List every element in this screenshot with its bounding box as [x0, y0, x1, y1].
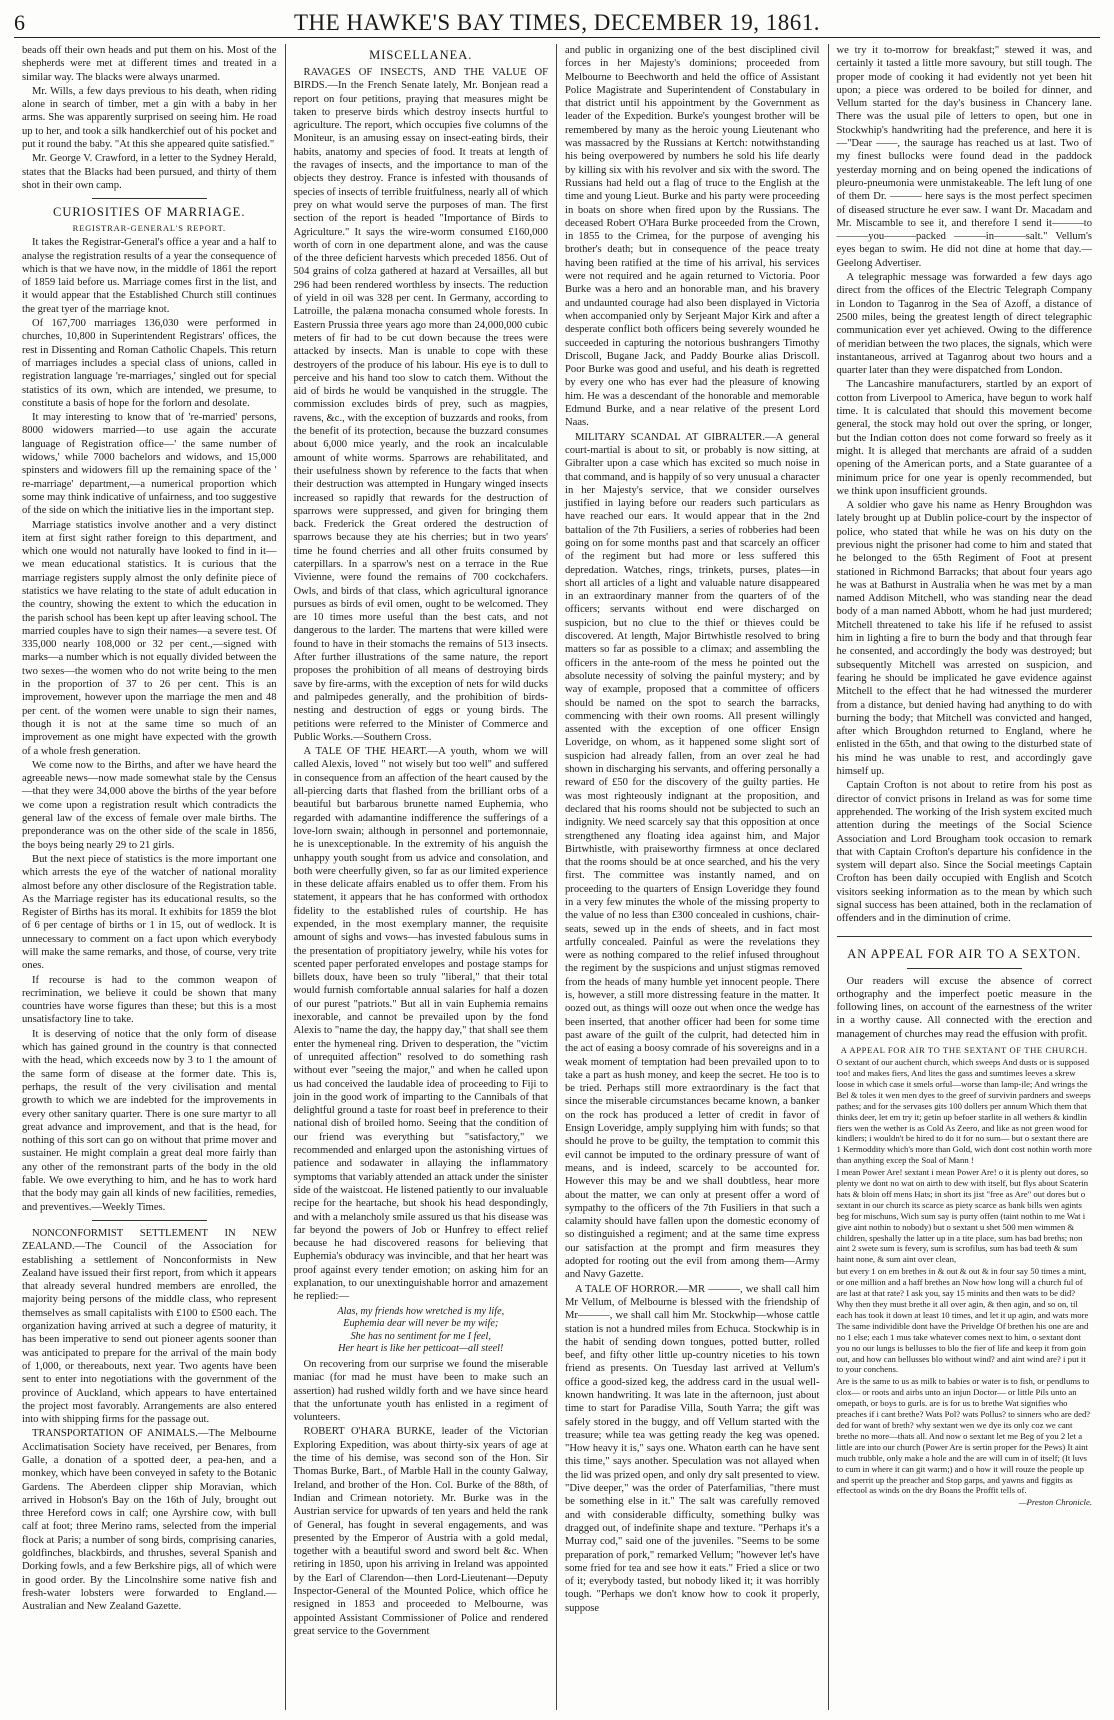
poem	[837, 1057, 1093, 1508]
soldier-article: A soldier who gave his name as Henry Broughdon was lately brought up at Dublin police-court by the inspector of police, who stated that while he was on his duty on the previous night the prisoner had come to him and stated that he belonged to the 65th Regiment of Foot at present stationed in Richmond Barracks; that about four years ago he was at Bathurst in Australia when he was met by a man named Addison Mitchell, who was standing near the dead body of a man named Abbott, whom he had just murdered; Mitchell threatened to take his life if he refused to assist him in lighting a fire to burn the body and that through fear he consented, and accordingly the body was destroyed; but subsequently Mitchell was arrested on suspicion, and fearing he should be implicated he gave evidence against Mitchell to the effect that he had witnessed the murderer from a distance, but denied having had anything to do with burning the body; that Mitchell was convicted and hanged, after which Broughdon returned to England, where he enlisted in the 65th, and that owing to the disturbed state of his mind he was unable to rest, and accordingly gave himself up.	[836, 500, 1092, 778]
article-paragraph: On recovering from our surprise we found the miserable maniac (for mad he must have been to make such an assertion) had rushed wildly forth and we have since heard that the unfortunate youth has enlisted in a regiment of volunteers.	[293, 1358, 548, 1424]
divider	[92, 1220, 207, 1221]
crofton-article: Captain Crofton is not about to retire from his post as director of convict prisons in Ireland as was for some time apprehended. The working of the Irish system excited much attention during the meetings of the Social Science Association and Lord Brougham took occasion to remark that with Captain Crofton's departure his confidence in the system will depart also. Since the Social meetings Captain Crofton has been daily occupied with English and Scotch visitors seeking information as to the mean by which such signal success has been attained, both in the reclamation of offenders and in the diminution of crime.	[836, 780, 1092, 925]
appeal-intro: Our readers will excuse the absence of correct orthography and the imperfect poetic measure in the following lines, on account of the earnestness of the writer in a worthy cause. All connected with the erection and management of churches may read the effusion with profit.	[836, 975, 1092, 1040]
poem-stanza: O sextant of our auchent church, which sweeps And dusts or is supposed too! and makes fiers, And lites the gass and sumtimes leeves a skrew loose in which case it smels orful—worse than lamp-ile; And wrings the Bel & toles it wen men dyes to the greef of survivin pardners and sweeps pathes; and for the servases gits 100 dollers per annum Which them that thinks deer, let em try it; getin up befoer starlite in all wethers & kindlin fiers wen the wether is as Cold As Zeero, and like as not green wood for kindlers; i wouldn't be hired to do it for no sum— but o sextant there are 1 Kermoddity which's more than Gold, wich dont cost nothin worth more than anything excep the Soal of Mann !	[836, 1057, 1092, 1166]
poem-stanza: Are is the same to us as milk to babies or water is to fish, or pendlums to clox— or roots and airbs unto an injun Doctor— or little Pils unto an omepath, or boys to gurls. are is for us to brethe Wat signifies who preaches if i cant brethe? Wats Pol? wats Pollus? to sinners who are ded? ded for want of breth? why sextant wen we dye its only coz we cant brethe no more—thats all. And now o sextant let me Beg of you 2 let a little are into our church (Power Are is sertin proper for the Pews) It aint much trubble, only make a hole and the are will cum in of itself; (It luvs to cum in where it can git warm;) and o how it will rouze the people up and sperrit up the preacher and Stop garps, and yawns and figgits as effectool as winds on the dry Boans the Proffit tells of.	[836, 1376, 1091, 1496]
horror-article: A TALE OF HORROR.—MR ———, we shall call him Mr Vellum, of Melbourne is blessed with the friendship of Mr———, we shall call him Mr. Stockwhip—whose cattle station is not a hundred miles from Echuca. Stockwhip is in the habit of sending down tongues, potted butter, rolled beef, and fifty other little up-country niceties to his town friend as presents. On Tuesday last arrived at Vellum's office a good-sized keg, the address card in the usual well-known handwriting. It was late in the afternoon, just about time to start for Paradise Villa, South Yarra; the gift was safely stored in the buggy, and off Vellum started with the treasure; while tea was getting ready the keg was opened. "How heavy it is," says one. Whaton earth can he have sent this time," says another. Speculation was not allayed when the lid was prized open, and only dry salt presented to view. "Dive deeper," was the order of Paterfamilias, "there must be something else in it." The salt was carefully removed and with considerable difficulty, something bulky was dragged out, of indefinite shape and texture. "Perhaps it's a Murray cod," said one of the juveniles. "Seems to be some preparation of pork," remarked Vellum; "however let's have some fried for tea and see how it eats." Fried a slice or two of it; everybody tasted, but nobody liked it; it was horribly tough. "Perhaps we don't know how to cook it properly, suppose	[565, 1283, 820, 1614]
ravages-article: RAVAGES OF INSECTS, AND THE VALUE OF BIRDS.—In the French Senate lately, Mr. Bonjean read a report on four petitions, praying that measures might be taken to preserve birds which destroy insects hurtful to agriculture. The report, which occupies five columns of the Moniteur, is an amusing essay on insect-eating birds, their habits, anatomy and species of food. It treats at length of the ravages of insects, and the importance to man of the objects they destroy. France is infested with thousands of species of insects of terrible fruitfulness, nearly all of which prey on what would serve the purposes of man. The first section of the report is headed "Importance of Birds to Agriculture." It says the wire-worm consumed £160,000 worth of corn in one department alone, and was the cause of the three deficient harvests which preceded 1856. Out of 504 grains of colza gathered at hazard at Versailles, all but 296 had been rendered worthless by insects. The reduction of yield in oil was 328 per cent. In Germany, according to Latroille, the palæna monacha consumed whole forests. In Eastern Prussia three years ago more than 24,000,000 cubic meters of fir had to be cut down because the trees were attacked by insects. Man is unable to cope with these destroyers of the produce of his labour. His eye is to dull to perceive and his hand too slow to catch them. Without the aid of birds he would be vanquished in the struggle. The commission excludes birds of prey, such as magpies, ravens, &c., with the exception of buzzards and rooks, from the benefit of its protection, because the buzzard consumes about 6,000 mice yearly, and the rook an incalculable amount of white worms. Sparrows are rehabilitated, and their usefulness shown by reference to the facts that when their destruction was attempted in Hungary winged insects increased so rapidly that rewards for the destruction of sparrows were suppressed, and given for bringing them back. Frederick the Great ordered the destruction of sparrows because they ate his cherries; but in two years' time he found cherries and all other fruits consumed by caterpillars. In a sparrow's nest on a terrace in the Rue Vivienne, were found the remains of 700 cockchafers. Owls, and birds of that class, which agricultural ignorance pursues as birds of evil omen, ought to be welcomed. They are 10 times more useful than the best cats, and not dangerous to the larder. The martens that were killed were found to have in their stomachs the remains of 513 insects. After further illustrations of the same nature, the report proposes the prohibition of all means of destroying birds save by fire-arms, with the exception of nets for wild ducks and palmipedes generally, and the prohibition of birds-nesting and destruction of eggs or young birds. The petitions were referred to the Minister of Commerce and Public Works.—Southern Cross.	[293, 67, 548, 743]
article-paragraph: It may interesting to know that of 're-married' persons, 8000 widowers married—to use again the accurate language of Registration office—' the same number of widows,' while 7000 bachelors and widows, and 15,000 spinsters and widowers fill up the remaining space of the ' re-marriage' department,—a numerical proportion which some may think indicative of unfairness, and too suggestive of the side on which the initiative lies in the important step.	[22, 412, 277, 517]
marriage-heading: CURIOSITIES OF MARRIAGE.	[53, 205, 246, 220]
article-paragraph: We come now to the Births, and after we have heard the agreeable news—now made somewhat stale by the Census—that they were 34,000 above the births of the year before we come upon a registration result which contradicts the general law of the excess of female over male births. The preponderance was on the other side of the scale in 1856, the boys being nearly 29 to 21 girls.	[22, 759, 277, 851]
telegraph-article: A telegraphic message was forwarded a few days ago direct from the offices of the Electric Telegraph Company in London to Taganrog in the Sea of Azoff, a distance of 2500 miles, being the greatest length of direct telegraphic communication ever yet achieved. Owing to the difference of meridian between the two places, the signals, which were instantaneous, arrived at Taganrog about two hours and a quarter later than they were dispatched from London.	[836, 272, 1092, 377]
animals-article: TRANSPORTATION OF ANIMALS.—The Melbourne Acclimatisation Society have received, per Benares, from Galle, a donation of a spotted deer, a pea-hen, and a monkey, which have been conveyed in safety to the Botanic Gardens. The Aberdeen clipper ship Moravian, which arrived in Hobson's Bay on the 16th of July, brought out three Hereford cows in calf; one Ayrshire cow, with bull calf at foot; three Merino rams, selected from the imperial flock at Paris; a number of song birds, comprising canaries, goldfinches, blackbirds, and thrushes, several Spanish and Dorking fowls, and a few Berkshire pigs, all of which were in good order. By the Lincolnshire some native fish and fresh-water lobsters were forwarded to England.—Australian and New Zealand Gazette.	[22, 1428, 277, 1613]
newspaper-title: THE HAWKE'S BAY TIMES, DECEMBER 19, 1861.	[293, 10, 821, 35]
article-paragraph: Mr. George V. Crawford, in a letter to the Sydney Herald, states that the Blacks had been pursued, and thirty of them shot in their own camp.	[22, 153, 277, 191]
poem-title: A APPEAL FOR AIR TO THE SEXTANT OF THE CHURCH.	[840, 1045, 1088, 1056]
appeal-heading: AN APPEAL FOR AIR TO A SEXTON.	[847, 946, 1082, 961]
poem-credit: —Preston Chronicle.	[1018, 1497, 1092, 1508]
burke-article-continued: and public in organizing one of the best disciplined civil forces in her Majesty's dominions; proceeded from Melbourne to Beechworth and held the office of Assistant Police Magistrate and Superintendent of Constabulary in that district until his appointment by the Government as leader of the Expedition. Burke's youngest brother will be remembered by many as the heroic young Lieutenant who was massacred by the Russians at Kertch: notwithstanding his being overpowered by numbers he sold his life dearly by killing six with his revolver and six with the sword. The Russians had held out a flag of truce to the English at the time and young Lieut. Burke and his party were proceeding in boats on shore when fired upon by the Russians. The deceased Robert O'Hara Burke proceeded from the Crown, in 1855 to the Crimea, for the purpose of avenging his brother's death; but in consequence of the peace treaty having been ratified at the time of his arrival, his services were not required and he again returned to Victoria. Poor Burke was a hero and an honorable man, and his bravery and undaunted courage had also been displayed in Victoria when accompanied only by Serjeant Major Kirk and after a desperate conflict both officers being severely wounded he succeeded in capturing the notorious bushrangers Timothy Driscoll, Bugane Jack, and Paddy Bourke alias Driscoll. Poor Burke was good and useful, and his death is regretted by every one who has ever had the pleasure of knowing him. He was a descendant of the honorable and memorable Edmund Burke, and a near relative of the present Lord Naas.	[565, 45, 820, 429]
article-paragraph: Marriage statistics involve another and a very distinct item at first sight rather foreign to this department, and which one would not naturally have looked to find in it—we mean educational statistics. It is curious that the marriage registers supply almost the only definite piece of statistics we have relating to the state of adult education in the country, showing the extent to which the education in the parish school has been kept up after leaving school. The married couples have to sign their names—a severe test. Of 335,000 nearly 108,000 or 32 per cent.,—signed with marks—a number which is not equally divided between the two sexes—the women who do not write being to the men in the proportion of 37 to 26 per cent. This is an improvement, however upon the marriage the men and 48 per cent. of the women were unable to sign their names, though it is not at the same time so much of an improvement as one might have expected with the growth of a whole fresh generation.	[22, 519, 277, 757]
verse	[294, 1306, 549, 1356]
burke-article: ROBERT O'HARA BURKE, leader of the Victorian Exploring Expedition, was about thirty-six years of age at the time of his demise, was second son of the Hon. Sir Thomas Burke, Bart., of Marble Hall in the county Galway, Ireland, and brother of the Hon. Col. Burke of the 88th, of Indian and Crimean notoriety. Mr. Burke was in the Austrian service for upwards of ten years and held the rank of General, has fought in several engagements, and was presented by the Emperor of Austria with a gold medal, together with a beautiful sword and sword belt &c. When retiring in 1850, upon his arriving in Ireland was appointed by the Earl of Clarendon—then Lord-Lieutenant—Deputy Inspector-General of the Mounted Police, which office he resigned in 1853 and proceeded to Melbourne, was appointed Assistant Commissioner of Police and rendered great service to the Government	[293, 1426, 548, 1637]
columns	[14, 44, 1100, 1710]
verse-line: She has no sentiment for me I feel,	[350, 1330, 491, 1342]
page-number: 6	[14, 10, 25, 35]
divider	[92, 198, 207, 199]
article-paragraph: Mr. Wills, a few days previous to his death, when riding alone in search of timber, met a gin with a baby in her arms. She was apparently surprised on seeing him. He road up to her, and took a silk handkerchief out of his pocket and put it round the baby. "At this she appeared quite satisfied."	[22, 85, 277, 151]
article-paragraph: It takes the Registrar-General's office a year and a half to analyse the registration results of a year the consequence of which is that we have now, in the middle of 1861 the report of 1859 laid before us. Marriage comes first in the list, and it would appear that the Established Church still continues the great tyer of the marriage knot.	[22, 237, 277, 315]
article-paragraph: Of 167,700 marriages 136,030 were performed in churches, 10,800 in Superintendent Registrars' offices, the rest in Dissenting and Roman Catholic Chapels. This return of marriages includes a special class of unions, called in registration language 're-marriages,' singled out for special statistics of its own, which are intended, we presume, to constitute a basis of hope for the forlorn and desolate.	[22, 318, 277, 409]
divider	[907, 968, 1023, 969]
masthead	[14, 10, 1100, 38]
appeal-section	[837, 936, 1093, 1509]
article-paragraph: It is deserving of notice that the only form of disease which has gained ground in the country is that connected with the head, which exceeds now by 3 to 1 the amount of the same form of disease at the former date. This is, perhaps, the result of the very civilisation and mental growth to which we are indebted for the improvements in every other sanitary quarter. There is one sure martyr to all great advance and improvement, and that is the head, for nothing of this sort can go on without that prime mover and sustainer. He might complain a great deal more fairly than any other of the remonstrant parts of the body in the old fable. We owe everything to him, and he has to work hard that the body may gain all kinds of new facilities, remedies, and preventives.—Weekly Times.	[22, 1028, 277, 1213]
column-4	[829, 44, 1101, 1710]
article-paragraph: beads off their own heads and put them on his. Most of the shepherds were met at different times and treated in a similar way. The blacks were always unarmed.	[22, 45, 277, 83]
poem-stanza: I mean Power Are! sextant i mean Power Are! o it is plenty out dores, so plenty we dont no wat on airth to dew with itself, but flys about Scaterin hats & bloin off mens Hats; in short its jist "free as Are" out dores but o sextant in our church its scarce as piety scarce as bank bills wen agints beg for mischuns, Wich sum say is purty offen (taint nothin to me Wat i give aint nothin to nobody) but o sextant u shet 500 men wimmen & children, speshally the latter up in a tite place, sum has bad breths; non aint 2 swete sum is fevery, sum is scrofilus, sum has bad teeth & sum haint none, & sum aint over clean,	[836, 1167, 1089, 1265]
gibraltar-article: MILITARY SCANDAL AT GIBRALTER.—A general court-martial is about to sit, or probably is now sitting, at Gibralter upon a case which has excited so much noise in that command, and is happily of so very unusual a character in her Majesty's service, that we consider ourselves justified in laying before our readers such particulars as have reached our ears. It would appear that in the 2nd battalion of the 7th Fusiliers, a series of robberies had been going on for some months past and that scarcely an officer of the regiment but had more or less suffered this depredation. Watches, rings, trinkets, purses, plates—in short all articles of a light and valuable nature disappeared in an extraordinary manner from the quarters of of the officers; servants without end were discharged on suspicion, but no clue to the thief or thieves could be discovered. At length, Major Birtwhistle resolved to bring matters so far as possible to a climax; and assembling the officers in the ante-room of the mess he pointed out the absolute necessity of solving the painful mystery; and by way of example, proposed that a committee of officers should be named on the spot to search the barracks, commencing with their own rooms. All present willingly assented with the exception of one officer Ensign Loveridge, on whom, as it happened some slight sort of suspicion had already fallen, from an over zeal he had shown in discharging his servants, and offering personally a reward of £50 for the discovery of the guilty parties. He was most righteously indignant at the proposition, and declared that his rooms should not be subjected to such an indignity. We need scarcely say that this opposition at once strengthened any floating idea against him, and Major Birtwhistle, with praiseworthy firmness at once declared that the rooms should be at once searched, and his the very first. The committee was instantly named, and on proceeding to the quarters of Ensign Loveridge they found in a very few minutes the whole of the missing property to the value of no less than £300 concealed in cushions, chair-seats, sewed up in the ends of sheets, and in fact most artfully concealed. Painful as were the revelations they were as nothing compared to the relief infused throughout the regiment by the suspicions and unjust stigmas removed from the heads of many humble yet innocent people. There is, however, a still more distressing feature in the matter. It oozed out, as things will ooze out when once the wedge has been inserted, that another officer had been for some time past aware of the guilt of the culprit, had detected him in the act of easing a boosy comrade of his sovereigns and in a weak moment of temptation had been prevailed upon to to take a part as hush money, and keep the secret. He too is to be tried. Perhaps still more extraordinary is the fact that since the miserable circumstances became known, a banker on the rock has produced a letter of credit in favor of Ensign Loveridge, amply supplying him with funds; so that should he prove to be guilty, the temptation to commit this evil cannot be imputed to the ordinary pressure of want of means, and is indeed, scarcely to be accounted for. However this may be and we shall doubtless, hear more about the matter, we can only at present offer a word of sympathy to the officers of the 7th Fusiliers in that such a calamity should have fallen upon the domestic economy of so distinguished a regiment; and at the same time express our satisfaction at the prompt and firm measures they adopted for rooting out the evil from among them—Army and Navy Gazette.	[565, 431, 820, 1281]
verse-line: Euphemia dear will never be my wife;	[343, 1318, 499, 1330]
heart-article: A TALE OF THE HEART.—A youth, whom we will called Alexis, loved " not wisely but too well" and suffered in consequence from an affection of the heart caused by the all-piercing darts that flashed from the brilliant orbs of a beautiful but barbarous brunette named Euphemia, who regarded with adamantine indifference the sufferings of a love-lorn swain; although in personnel and portemonnaie, he is unexceptionable. In the extremity of his anguish the unhappy youth sought from us advice and consolation, and both were cheerfully given, so far as our limited experience in these delicate affairs enabled us to offer them. From his statement, it appears that he has conformed with orthodox fidelity to the established rules of courtship. He has expended, in the most exemplary manner, the requisite amount of sighs and vows—has invested fabulous sums in the presentation of propitiatory jewelry, while his votes for scented paper perforated envelopes and postage stamps for billets doux, have been so truly "liberal," that their total would furnish comfortable annual salaries for half a dozen of our purest "patriots." But all in vain Euphemia remains inexorable, and cannot be prevailed upon by the fond Alexis to "name the day, the happy day," that shall see them enter the hymeneal ring. Driven to desperation, the "victim of unrequited affection" resolved to do something rash without ever "seeing the major," and when he called upon us had conceived the laudable idea of proceeding to Fiji to join in the good work of imparting to the Cannibals of that delightful ground a taste for roast beef in preference to their national dish of broiled homo. Seeing that the condition of our friend was everything but "satisfactory," we recommended and enlarged upon the astonishing virtues of patience and sodawater in allaying the inflammatory symptoms that variably attended an attack under the sinister side of the waistcoat. He listened patiently to our invaluable recipe for the heartache, but shook his head despondingly, and with a melancholy smile assured us that his disease was far beyond the powers of Job or Hunfrey to effect relief because he had discovered reasons for believing that Euphemia's obduracy was invincible, and that her heart was proof against every tender emotion; on asking him for an explanation, to our unextinguishable horror and amazement he replied:—	[293, 746, 548, 1303]
miscellanea-heading: MISCELLANEA.	[369, 48, 473, 62]
article-paragraph: If recourse is had to the common weapon of recrimination, we believe it could be shown that many countries have worse figures than these; but this is a most unsatisfactory line to take.	[22, 974, 277, 1026]
column-2	[286, 44, 558, 1710]
article-paragraph: But the next piece of statistics is the more important one which arrests the eye of the watcher of national morality almost before any other disclosure of the Registration table. As the Marriage register has its educational results, so the Register of Births has its moral. It exhibits for 1859 the blot of 6 per centage of births or 1 in 15, out of wedlock. It is unnecessary to comment on a fact upon which everybody will make the same remarks, and those, of course, very trite ones.	[22, 853, 277, 972]
nonconformist-article: NONCONFORMIST SETTLEMENT IN NEW ZEALAND.—The Council of the Association for establishing a settlement of Nonconformists in New Zealand have issued their first report, from which it appears that already several hundred members are enrolled, the majority being persons of the middle class, who represent themselves as small capitalists with £100 to £500 each. The organization having arrived at such a degree of maturity, it has been imperative to send out pioneer agents sooner than was anticipated to prepare for the arrival of the main body of 1,000, or thereabouts, next year. Two agents have been sent to enter into negotiations with the government of the province of Auckland, which appears to have entertained the project most favorably. Arrangements are also entered into with shipping firms for the passage out.	[22, 1227, 277, 1426]
poem-stanza: but every 1 on em brethes in & out & out & in four say 50 times a mint, or one million and a haff brethes an Now how long will a church ful of are last at that rate? I ask you, say 15 minits and then wats to be did? Why then they must brethe it all over agin, & then agin, and so on, til each has took it down at least 10 times, and let it up agin, and wats more The same individible dont have the Priveldge Of brethen his one are and no 1 else; each 1 mus take whatever comes next to him, o sextant dont you no our lungs is bellusses to blo the fier of life and keep it from goin out, and how can bellusses blo without wind? and aint wind are? i put it to your conchens.	[836, 1266, 1089, 1375]
verse-line: Her heart is like her petticoat—all steel!	[338, 1343, 504, 1355]
horror-article-continued: we try it to-morrow for breakfast;" stewed it was, and certainly it tasted a little more savoury, but still tough. The proper mode of cooking it had evidently not yet been hit upon; a piece was ordered to be boiled for dinner, and Vellum started for the day's business in Chancery lane. There was the usual pile of letters to open, but one in Stockwhip's handwriting had the preference, and here it is—"Dear ——, the saurage has reached us at last. Two of my finest bullocks were found dead in the paddock yesterday morning and on being opened the indications of pleuro-pneumonia were unmistakeable. The left lung of one of them Dr. ——— here says is the most perfect specimen of diseased structure he ever saw. I want Dr. Macadam and Mr. Miscamble to see it, and therefore I send it———to———you———packed ———in———salt." Vellum's eyes began to swim. He did not dine at home that day.—Geelong Advertiser.	[836, 45, 1092, 269]
verse-line: Alas, my friends how wretched is my life,	[337, 1305, 505, 1317]
column-1	[14, 44, 286, 1710]
lancashire-article: The Lancashire manufacturers, startled by an export of cotton from Liverpool to America, have begun to work half time. It is calculated that should this movement become general, the stock may hold out over the spring, or longer, but the Indian cotton does not come forward so freely as it might. It is alleged that merchants are afraid of a sudden opening of the American ports, and a State guarantee of a minimum price for one year is openly recommended, but we think upon insufficient grounds.	[836, 379, 1092, 497]
column-3	[557, 44, 829, 1710]
marriage-subheading: REGISTRAR-GENERAL'S REPORT.	[72, 223, 226, 234]
